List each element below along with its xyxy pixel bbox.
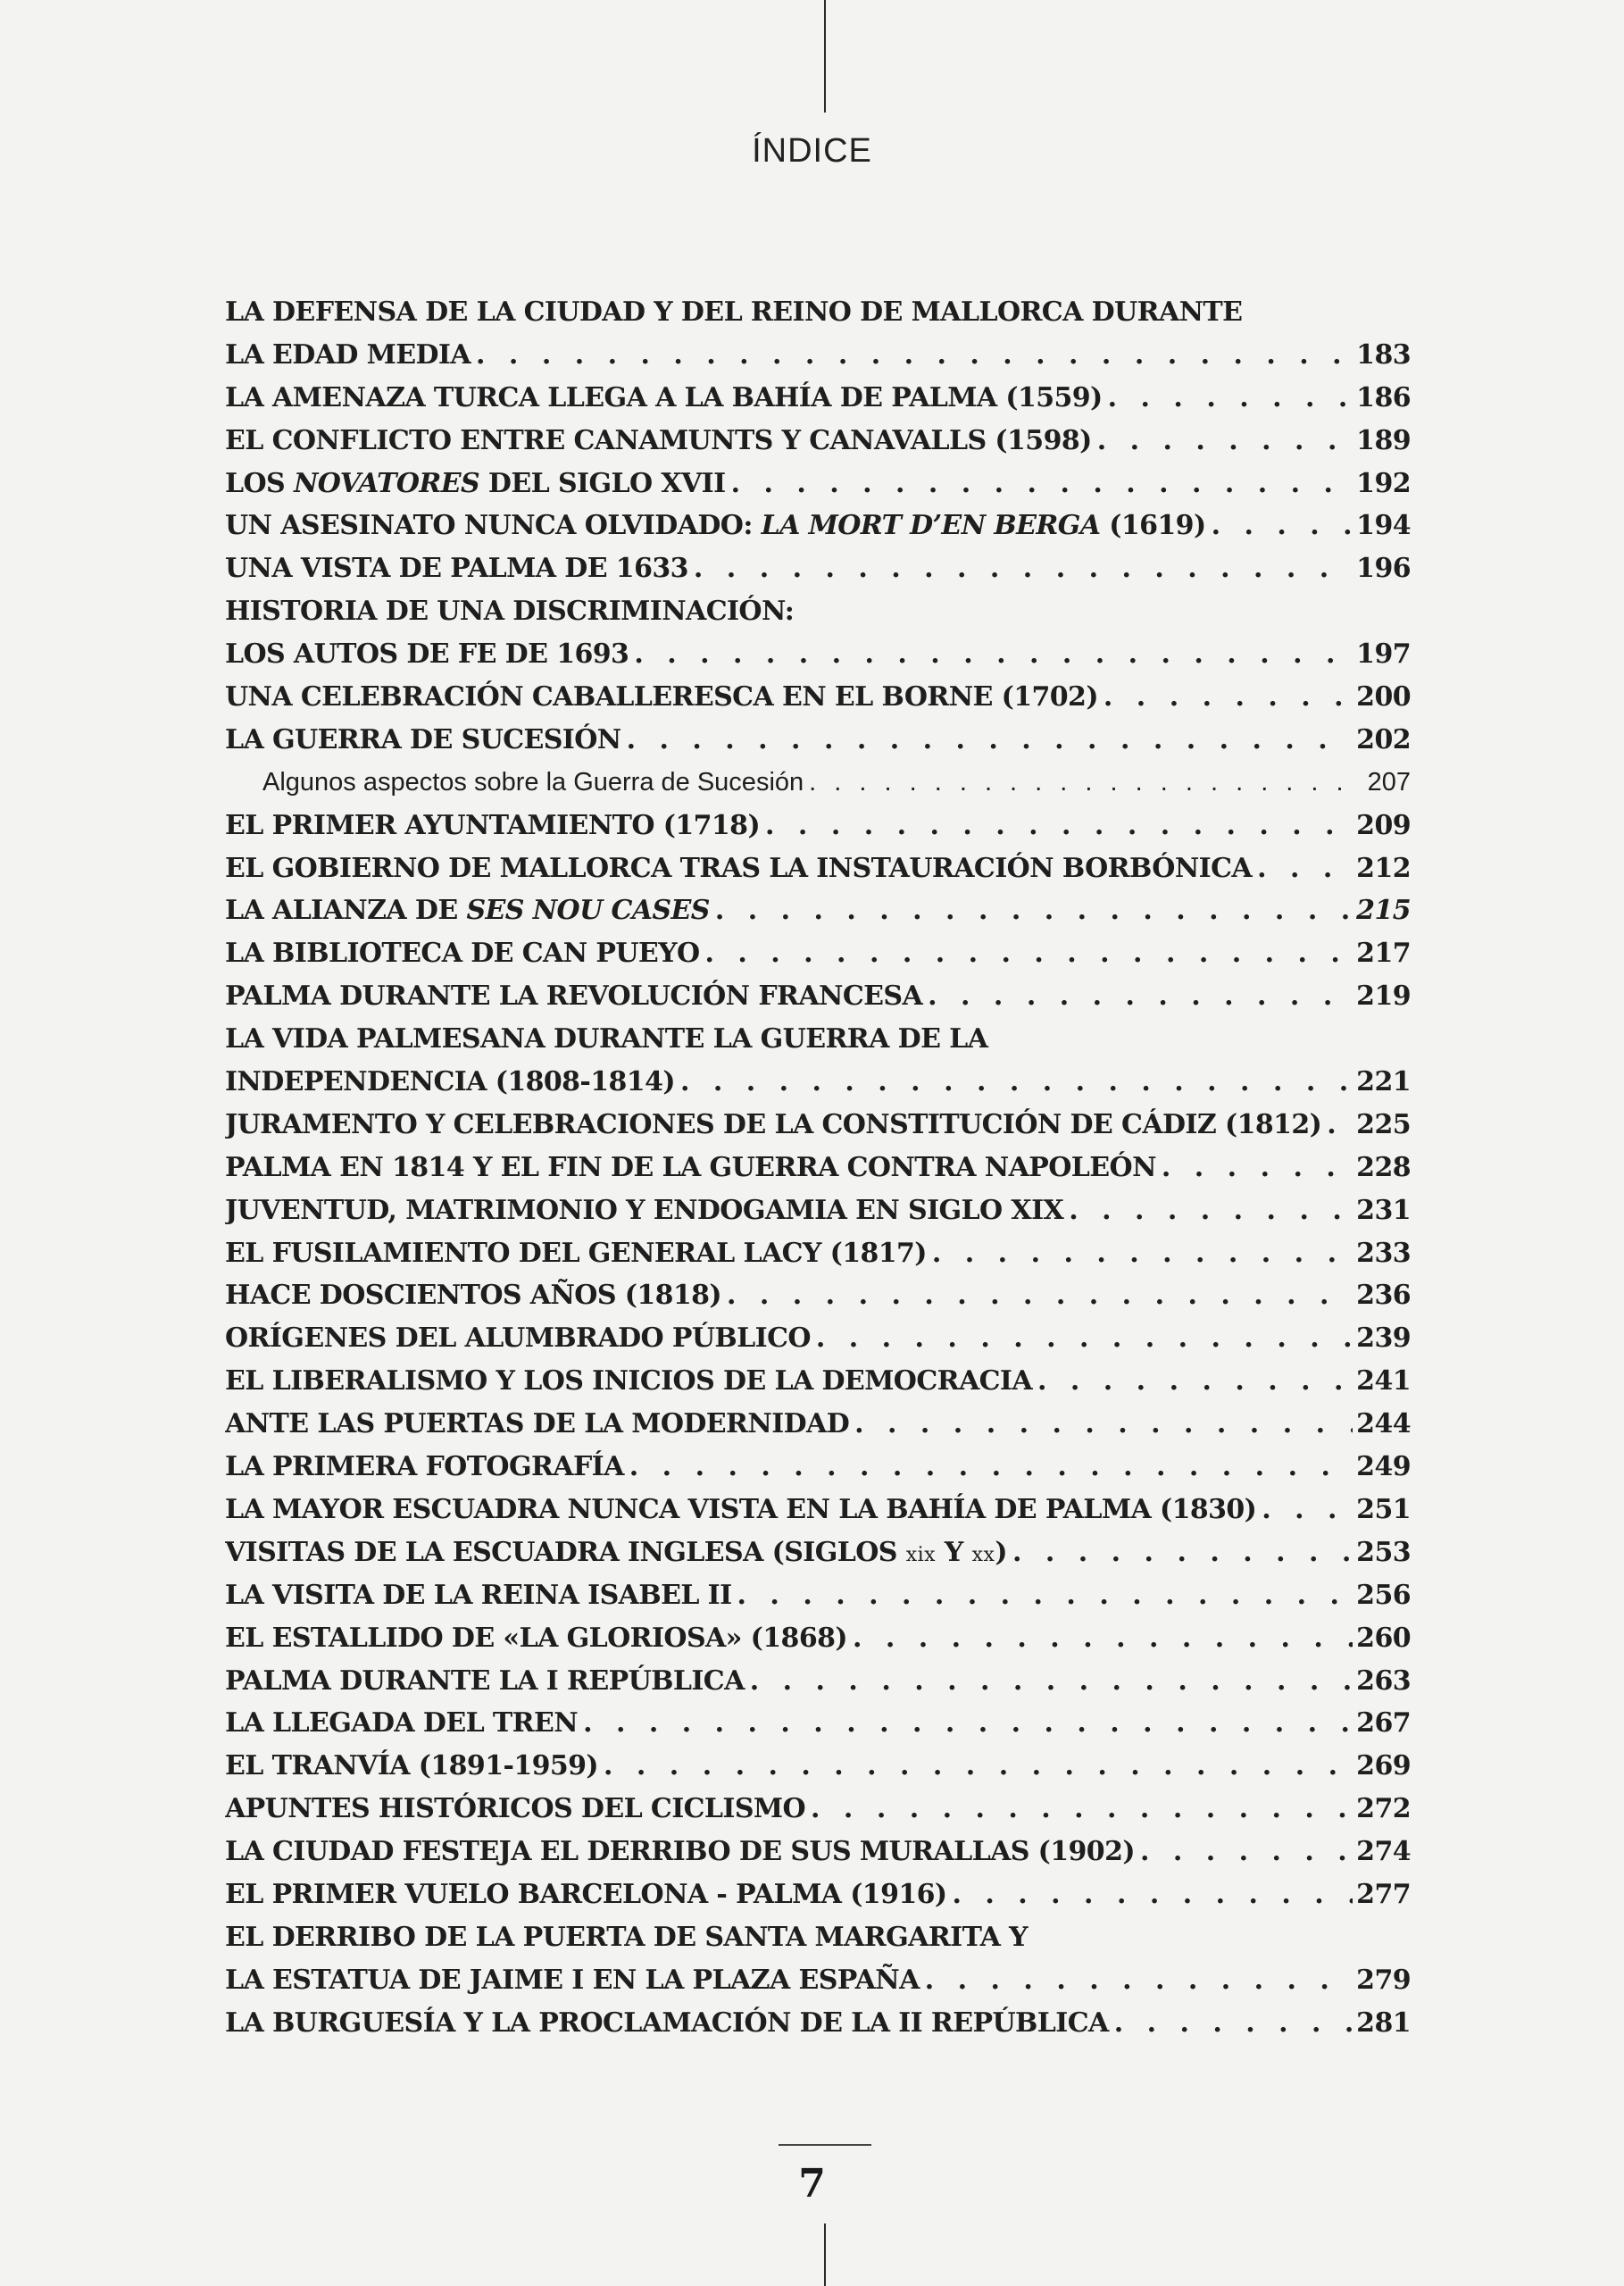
toc-entry[interactable]	[225, 1788, 1411, 1831]
toc-entry-page: 269	[1356, 1750, 1411, 1782]
toc-entry-title: APUNTES HISTÓRICOS DEL CICLISMO	[225, 1793, 806, 1825]
toc-entry[interactable]	[225, 1531, 1411, 1574]
toc-entry-title: LA BIBLIOTECA DE CAN PUEYO	[225, 938, 700, 970]
toc-entry-text: UN ASESINATO NUNCA OLVIDADO:	[225, 510, 762, 542]
toc-entry[interactable]	[225, 1702, 1411, 1745]
toc-entry[interactable]	[225, 1274, 1411, 1317]
toc-entry[interactable]	[225, 805, 1411, 847]
dot-leader	[1063, 1189, 1353, 1232]
toc-entry-page: 244	[1356, 1408, 1411, 1440]
toc-entry-title: EL GOBIERNO DE MALLORCA TRAS LA INSTAURACIÓN BORBÓNICA	[225, 852, 1253, 884]
toc-entry[interactable]	[225, 1873, 1411, 1916]
dot-leader	[927, 1232, 1353, 1275]
toc-entry[interactable]	[225, 1317, 1411, 1360]
toc-entry-title: ORÍGENES DEL ALUMBRADO PÚBLICO	[225, 1322, 811, 1355]
toc-entry[interactable]	[225, 1916, 1411, 1959]
toc-entry-title: LA PRIMERA FOTOGRAFÍA	[225, 1451, 624, 1483]
toc-entry[interactable]	[225, 1061, 1411, 1104]
toc-entry[interactable]	[225, 505, 1411, 547]
toc-entry-title: EL TRANVÍA (1891-1959)	[225, 1750, 599, 1782]
toc-entry-title: LA GUERRA DE SUCESIÓN	[225, 723, 621, 755]
toc-entry[interactable]	[225, 975, 1411, 1018]
toc-entry-text: )	[995, 1536, 1007, 1568]
toc-entry-title: LA MAYOR ESCUADRA NUNCA VISTA EN LA BAHÍA DE PALMA (1830)	[225, 1493, 1257, 1525]
toc-entry[interactable]	[225, 719, 1411, 762]
toc-entry-title	[225, 463, 726, 505]
toc-entry-title: JURAMENTO Y CELEBRACIONES DE LA CONSTITUCIÓN DE CÁDIZ (1812)	[225, 1108, 1322, 1140]
toc-entry-title: INDEPENDENCIA (1808-1814)	[225, 1066, 675, 1098]
toc-entry-page: 267	[1356, 1707, 1411, 1740]
toc-entry-title: LA LLEGADA DEL TREN	[225, 1707, 579, 1740]
toc-entry-title	[225, 505, 1206, 547]
dot-leader	[760, 805, 1353, 847]
toc-entry-title: LA AMENAZA TURCA LLEGA A LA BAHÍA DE PALMA (1559)	[225, 381, 1103, 413]
toc-entry-title: EL DERRIBO DE LA PUERTA DE SANTA MARGARITA Y	[225, 1921, 1029, 1953]
toc-entry[interactable]	[225, 1189, 1411, 1232]
toc-entry-title: EL PRIMER VUELO BARCELONA - PALMA (1916)	[225, 1878, 947, 1910]
dot-leader	[804, 762, 1355, 805]
toc-entry-text: NOVATORES	[293, 467, 480, 499]
toc-entry-page: 272	[1356, 1793, 1411, 1825]
toc-entry[interactable]	[225, 1018, 1411, 1061]
toc-entry-text: LA ALIANZA DE	[225, 895, 467, 927]
toc-entry[interactable]	[225, 590, 1411, 633]
toc-entry[interactable]	[225, 420, 1411, 463]
toc-entry-page: 196	[1356, 553, 1411, 585]
dot-leader	[922, 975, 1353, 1018]
page-number: 7	[798, 2161, 826, 2207]
toc-entry-page: 212	[1356, 852, 1411, 884]
toc-entry-page: 260	[1356, 1622, 1411, 1654]
table-of-contents	[225, 291, 1411, 2045]
toc-entry-page: 225	[1356, 1108, 1411, 1140]
toc-entry[interactable]	[225, 1959, 1411, 2002]
toc-entry-title: JUVENTUD, MATRIMONIO Y ENDOGAMIA EN SIGLO XIX	[225, 1194, 1064, 1226]
toc-entry[interactable]	[225, 1232, 1411, 1275]
toc-entry-title: Algunos aspectos sobre la Guerra de Sucesión	[262, 767, 804, 797]
toc-entry-title: ANTE LAS PUERTAS DE LA MODERNIDAD	[225, 1408, 850, 1440]
dot-leader	[1156, 1147, 1353, 1189]
toc-entry-title: PALMA DURANTE LA REVOLUCIÓN FRANCESA	[225, 980, 923, 1013]
dot-leader	[847, 1617, 1353, 1660]
toc-entry-text: xix	[905, 1543, 937, 1566]
toc-entry-title: EL CONFLICTO ENTRE CANAMUNTS Y CANAVALLS (1598)	[225, 424, 1092, 456]
toc-entry-text: Y	[936, 1536, 972, 1568]
dot-leader	[811, 1317, 1353, 1360]
page-title: ÍNDICE	[752, 132, 872, 170]
toc-entry-page: 197	[1356, 638, 1411, 671]
toc-entry-title: HACE DOSCIENTOS AÑOS (1818)	[225, 1280, 722, 1312]
toc-entry-title: LA ESTATUA DE JAIME I EN LA PLAZA ESPAÑA	[225, 1964, 920, 1996]
dot-leader	[1098, 676, 1353, 719]
toc-entry[interactable]	[225, 463, 1411, 505]
toc-entry[interactable]	[225, 547, 1411, 590]
toc-entry-text: xx	[971, 1543, 995, 1566]
dot-leader	[710, 889, 1353, 932]
dot-leader	[745, 1660, 1353, 1703]
toc-entry-title: LA BURGUESÍA Y LA PROCLAMACIÓN DE LA II REPÚBLICA	[225, 2007, 1109, 2039]
dot-leader	[726, 463, 1353, 505]
toc-entry-page: 200	[1356, 681, 1411, 713]
toc-entry-page: 253	[1356, 1536, 1411, 1568]
dot-leader	[1007, 1531, 1353, 1574]
toc-entry-page: 192	[1356, 467, 1411, 499]
toc-entry-title: PALMA EN 1814 Y EL FIN DE LA GUERRA CONTRA NAPOLEÓN	[225, 1151, 1156, 1183]
dot-leader	[471, 334, 1353, 377]
toc-entry-page: 251	[1356, 1493, 1411, 1525]
toc-entry-title: EL PRIMER AYUNTAMIENTO (1718)	[225, 809, 761, 841]
toc-entry-page: 249	[1356, 1451, 1411, 1483]
toc-entry-page: 274	[1356, 1836, 1411, 1868]
top-rule	[824, 0, 826, 113]
toc-entry-title: UNA VISTA DE PALMA DE 1633	[225, 553, 688, 585]
dot-leader	[688, 547, 1353, 590]
toc-entry-title: EL FUSILAMIENTO DEL GENERAL LACY (1817)	[225, 1237, 927, 1269]
dot-leader	[947, 1873, 1353, 1916]
dot-leader	[675, 1061, 1353, 1104]
toc-entry-title: PALMA DURANTE LA I REPÚBLICA	[225, 1664, 745, 1697]
toc-entry[interactable]	[225, 1446, 1411, 1489]
dot-leader	[732, 1574, 1353, 1617]
dot-leader	[598, 1745, 1353, 1788]
toc-entry[interactable]	[225, 1574, 1411, 1617]
toc-entry-page: 228	[1356, 1151, 1411, 1183]
dot-leader	[721, 1274, 1353, 1317]
toc-entry-text: VISITAS DE LA ESCUADRA INGLESA (SIGLOS	[225, 1536, 906, 1568]
dot-leader	[700, 932, 1353, 975]
toc-entry[interactable]	[225, 1403, 1411, 1446]
toc-entry-page: 215	[1356, 895, 1411, 927]
toc-entry[interactable]	[225, 676, 1411, 719]
dot-leader	[1109, 2002, 1353, 2045]
toc-entry-title: LA DEFENSA DE LA CIUDAD Y DEL REINO DE MALLORCA DURANTE	[225, 296, 1243, 328]
toc-entry[interactable]	[225, 762, 1411, 805]
dot-leader	[1256, 1489, 1353, 1531]
dot-leader	[578, 1702, 1353, 1745]
toc-entry-title: EL LIBERALISMO Y LOS INICIOS DE LA DEMOCRACIA	[225, 1365, 1033, 1397]
toc-entry-title	[225, 889, 710, 932]
toc-entry-page: 217	[1356, 938, 1411, 970]
dot-leader	[849, 1403, 1353, 1446]
dot-leader	[629, 633, 1353, 676]
dot-leader	[1032, 1360, 1353, 1403]
toc-entry-title: EL ESTALLIDO DE «LA GLORIOSA» (1868)	[225, 1622, 847, 1654]
toc-entry[interactable]	[225, 847, 1411, 890]
toc-entry-title: LA VISITA DE LA REINA ISABEL II	[225, 1579, 732, 1611]
toc-entry-page: 239	[1356, 1322, 1411, 1355]
dot-leader	[1135, 1831, 1353, 1873]
toc-entry[interactable]	[225, 1831, 1411, 1873]
toc-entry-page: 263	[1356, 1664, 1411, 1697]
toc-entry-text: LA MORT D’EN BERGA	[761, 510, 1101, 542]
toc-entry-page: 236	[1356, 1280, 1411, 1312]
dot-leader	[1103, 377, 1353, 420]
toc-entry[interactable]	[225, 1660, 1411, 1703]
toc-entry-text: LOS	[225, 467, 294, 499]
toc-entry[interactable]	[225, 334, 1411, 377]
dot-leader	[1092, 420, 1353, 463]
toc-entry-page: 231	[1356, 1194, 1411, 1226]
toc-entry-page: 221	[1356, 1066, 1411, 1098]
toc-entry-page: 202	[1356, 723, 1411, 755]
toc-entry-page: 241	[1356, 1365, 1411, 1397]
toc-entry-page: 279	[1356, 1964, 1411, 1996]
toc-entry[interactable]	[225, 1360, 1411, 1403]
toc-entry-page: 256	[1356, 1579, 1411, 1611]
footer-rule	[779, 2144, 871, 2146]
toc-entry[interactable]	[225, 1104, 1411, 1147]
toc-entry-page: 219	[1356, 980, 1411, 1013]
toc-entry[interactable]	[225, 932, 1411, 975]
toc-entry-page: 277	[1356, 1878, 1411, 1910]
toc-entry-page: 207	[1367, 767, 1411, 797]
dot-leader	[920, 1959, 1353, 2002]
toc-entry[interactable]	[225, 1147, 1411, 1189]
toc-entry-page: 194	[1356, 510, 1411, 542]
dot-leader	[1252, 847, 1353, 890]
toc-entry-page: 183	[1356, 338, 1411, 371]
toc-entry[interactable]	[225, 2002, 1411, 2045]
toc-entry-text: DEL SIGLO XVII	[479, 467, 726, 499]
toc-entry-title: LA CIUDAD FESTEJA EL DERRIBO DE SUS MURALLAS (1902)	[225, 1836, 1135, 1868]
dot-leader	[624, 1446, 1353, 1489]
dot-leader	[621, 719, 1353, 762]
toc-entry-title: HISTORIA DE UNA DISCRIMINACIÓN:	[225, 596, 795, 628]
toc-entry-title: LOS AUTOS DE FE DE 1693	[225, 638, 629, 671]
toc-entry-title	[225, 1531, 1007, 1574]
toc-entry-page: 233	[1356, 1237, 1411, 1269]
toc-entry[interactable]	[225, 633, 1411, 676]
dot-leader	[1206, 505, 1353, 547]
toc-entry-page: 189	[1356, 424, 1411, 456]
bottom-rule	[824, 2223, 826, 2286]
toc-entry[interactable]	[225, 889, 1411, 932]
toc-entry-title: UNA CELEBRACIÓN CABALLERESCA EN EL BORNE (1702)	[225, 681, 1098, 713]
toc-entry-page: 209	[1356, 809, 1411, 841]
toc-entry[interactable]	[225, 1489, 1411, 1531]
toc-entry[interactable]	[225, 291, 1411, 334]
dot-leader	[805, 1788, 1353, 1831]
toc-entry-page: 186	[1356, 381, 1411, 413]
toc-entry[interactable]	[225, 377, 1411, 420]
toc-entry[interactable]	[225, 1745, 1411, 1788]
toc-entry-title: LA EDAD MEDIA	[225, 338, 471, 371]
toc-entry-title: LA VIDA PALMESANA DURANTE LA GUERRA DE LA	[225, 1023, 988, 1055]
toc-entry-page: 281	[1356, 2007, 1411, 2039]
dot-leader	[1321, 1104, 1353, 1147]
toc-entry[interactable]	[225, 1617, 1411, 1660]
toc-entry-text: SES NOU CASES	[466, 895, 710, 927]
toc-entry-text: (1619)	[1100, 510, 1206, 542]
